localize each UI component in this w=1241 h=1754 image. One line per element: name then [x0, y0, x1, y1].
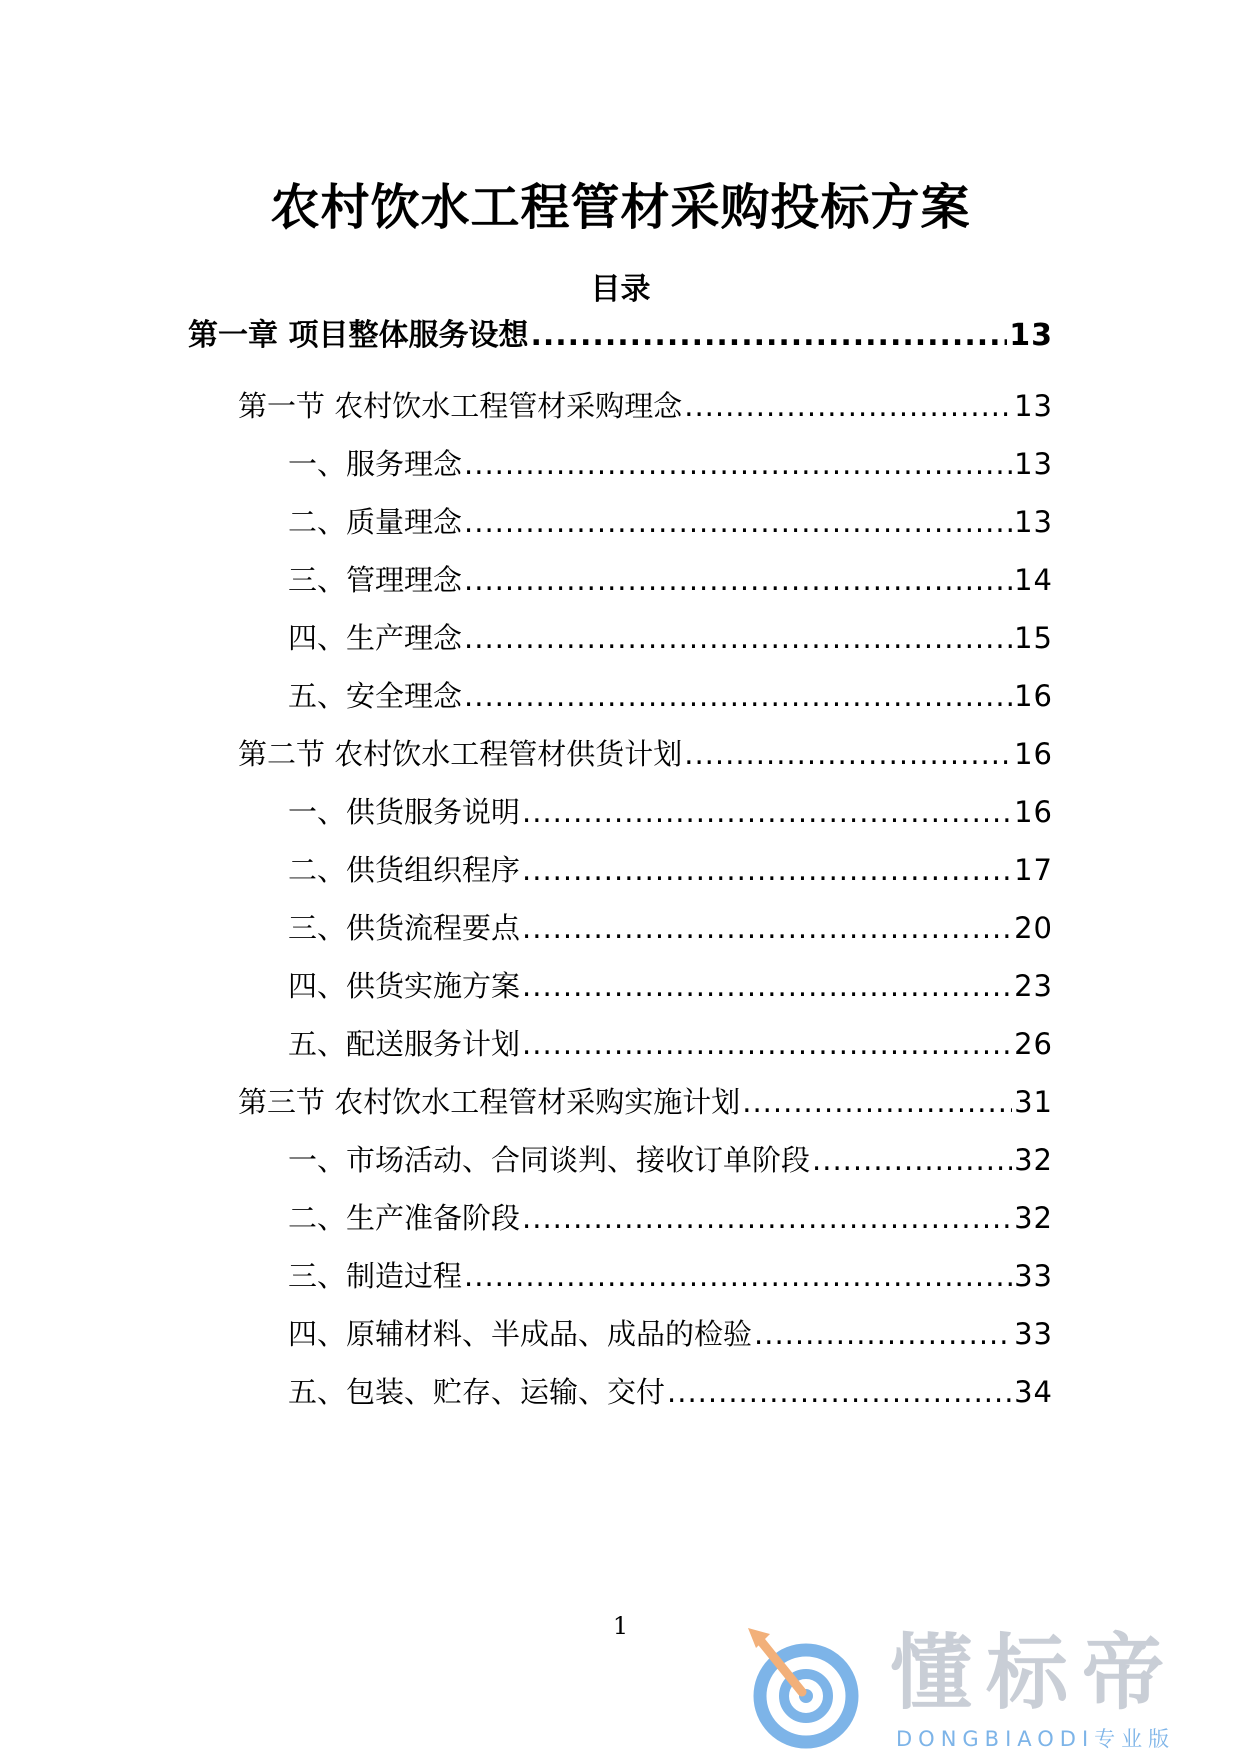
toc-entry-title: 五、配送服务计划 [288, 1027, 521, 1061]
watermark-subtitle: DONGBIAODI专业版 [896, 1727, 1176, 1751]
toc-entry-title: 五、包装、贮存、运输、交付 [288, 1375, 666, 1409]
toc-dot-leader [522, 963, 1012, 1009]
toc-dot-leader [464, 557, 1012, 603]
toc-entry-page: 26 [1014, 1027, 1053, 1061]
toc-entry-page: 31 [1014, 1085, 1053, 1119]
toc-entry[interactable] [288, 441, 1053, 487]
toc-heading: 目录 [590, 272, 651, 307]
toc-entry[interactable] [288, 673, 1053, 719]
toc-entry-page: 16 [1014, 737, 1053, 771]
toc-dot-leader [742, 1079, 1012, 1125]
toc-entry-title: 四、生产理念 [288, 621, 463, 655]
toc-entry[interactable] [288, 1311, 1053, 1357]
toc-entry-page: 14 [1014, 563, 1053, 597]
toc-entry[interactable] [238, 731, 1053, 777]
watermark [740, 1622, 1240, 1754]
toc-entry-page: 32 [1014, 1201, 1053, 1235]
toc-dot-leader [667, 1369, 1012, 1415]
toc-entry-title: 第一章 项目整体服务设想 [188, 318, 529, 353]
toc-dot-leader [464, 673, 1012, 719]
document-title: 农村饮水工程管材采购投标方案 [270, 179, 971, 236]
toc-dot-leader [522, 1195, 1012, 1241]
watermark-brand: 懂标帝 [890, 1626, 1179, 1721]
page-number: 1 [612, 1612, 629, 1640]
toc-entry-page: 15 [1014, 621, 1053, 655]
toc-entry[interactable] [188, 313, 1053, 359]
toc-entry-page: 32 [1014, 1143, 1053, 1177]
toc-dot-leader [522, 789, 1012, 835]
toc-dot-leader [522, 905, 1012, 951]
toc-entry-page: 20 [1014, 911, 1053, 945]
toc-entry[interactable] [288, 847, 1053, 893]
toc-dot-leader [464, 1253, 1012, 1299]
toc-entry[interactable] [288, 789, 1053, 835]
toc-entry-title: 一、服务理念 [288, 447, 463, 481]
toc-dot-leader [464, 615, 1012, 661]
toc-entry-title: 二、质量理念 [288, 505, 463, 539]
toc-entry-title: 三、管理理念 [288, 563, 463, 597]
toc-entry-page: 23 [1014, 969, 1053, 1003]
toc-entry[interactable] [288, 1021, 1053, 1067]
toc-entry-title: 一、市场活动、合同谈判、接收订单阶段 [288, 1143, 811, 1177]
toc-entry[interactable] [288, 1195, 1053, 1241]
toc-entry-title: 二、供货组织程序 [288, 853, 521, 887]
toc-dot-leader [522, 1021, 1012, 1067]
toc-entry-title: 三、供货流程要点 [288, 911, 521, 945]
toc-entry-page: 16 [1014, 679, 1053, 713]
toc-entry-page: 13 [1014, 447, 1053, 481]
toc-entry-title: 二、生产准备阶段 [288, 1201, 521, 1235]
toc-entry-page: 16 [1014, 795, 1053, 829]
toc-entry-page: 33 [1014, 1317, 1053, 1351]
toc-entry[interactable] [288, 1137, 1053, 1183]
toc-dot-leader [530, 313, 1007, 359]
toc-entry[interactable] [238, 1079, 1053, 1125]
toc-entry-title: 第二节 农村饮水工程管材供货计划 [238, 737, 683, 771]
toc-entry-page: 13 [1014, 389, 1053, 423]
toc-entry[interactable] [288, 499, 1053, 545]
toc-entry[interactable] [288, 615, 1053, 661]
toc-entry-title: 第一节 农村饮水工程管材采购理念 [238, 389, 683, 423]
toc-entry-page: 13 [1009, 318, 1053, 353]
toc-entry-title: 三、制造过程 [288, 1259, 463, 1293]
toc-entry[interactable] [288, 1253, 1053, 1299]
toc-entry-title: 四、供货实施方案 [288, 969, 521, 1003]
toc-dot-leader [464, 441, 1012, 487]
toc-dot-leader [464, 499, 1012, 545]
toc-entry[interactable] [288, 963, 1053, 1009]
toc-entry-title: 五、安全理念 [288, 679, 463, 713]
toc-dot-leader [754, 1311, 1012, 1357]
toc-entry-page: 17 [1014, 853, 1053, 887]
toc-dot-leader [684, 731, 1012, 777]
toc-dot-leader [522, 847, 1012, 893]
toc-entry[interactable] [288, 557, 1053, 603]
toc-entry[interactable] [238, 383, 1053, 429]
toc-entry-page: 13 [1014, 505, 1053, 539]
toc-entry-title: 四、原辅材料、半成品、成品的检验 [288, 1317, 753, 1351]
toc-entry-page: 33 [1014, 1259, 1053, 1293]
toc-entry[interactable] [288, 1369, 1053, 1415]
toc-entry-page: 34 [1014, 1375, 1053, 1409]
toc-dot-leader [684, 383, 1012, 429]
toc-entry-title: 第三节 农村饮水工程管材采购实施计划 [238, 1085, 741, 1119]
toc-dot-leader [812, 1137, 1012, 1183]
toc-entry[interactable] [288, 905, 1053, 951]
toc-entry-title: 一、供货服务说明 [288, 795, 521, 829]
target-logo-icon [740, 1622, 880, 1752]
